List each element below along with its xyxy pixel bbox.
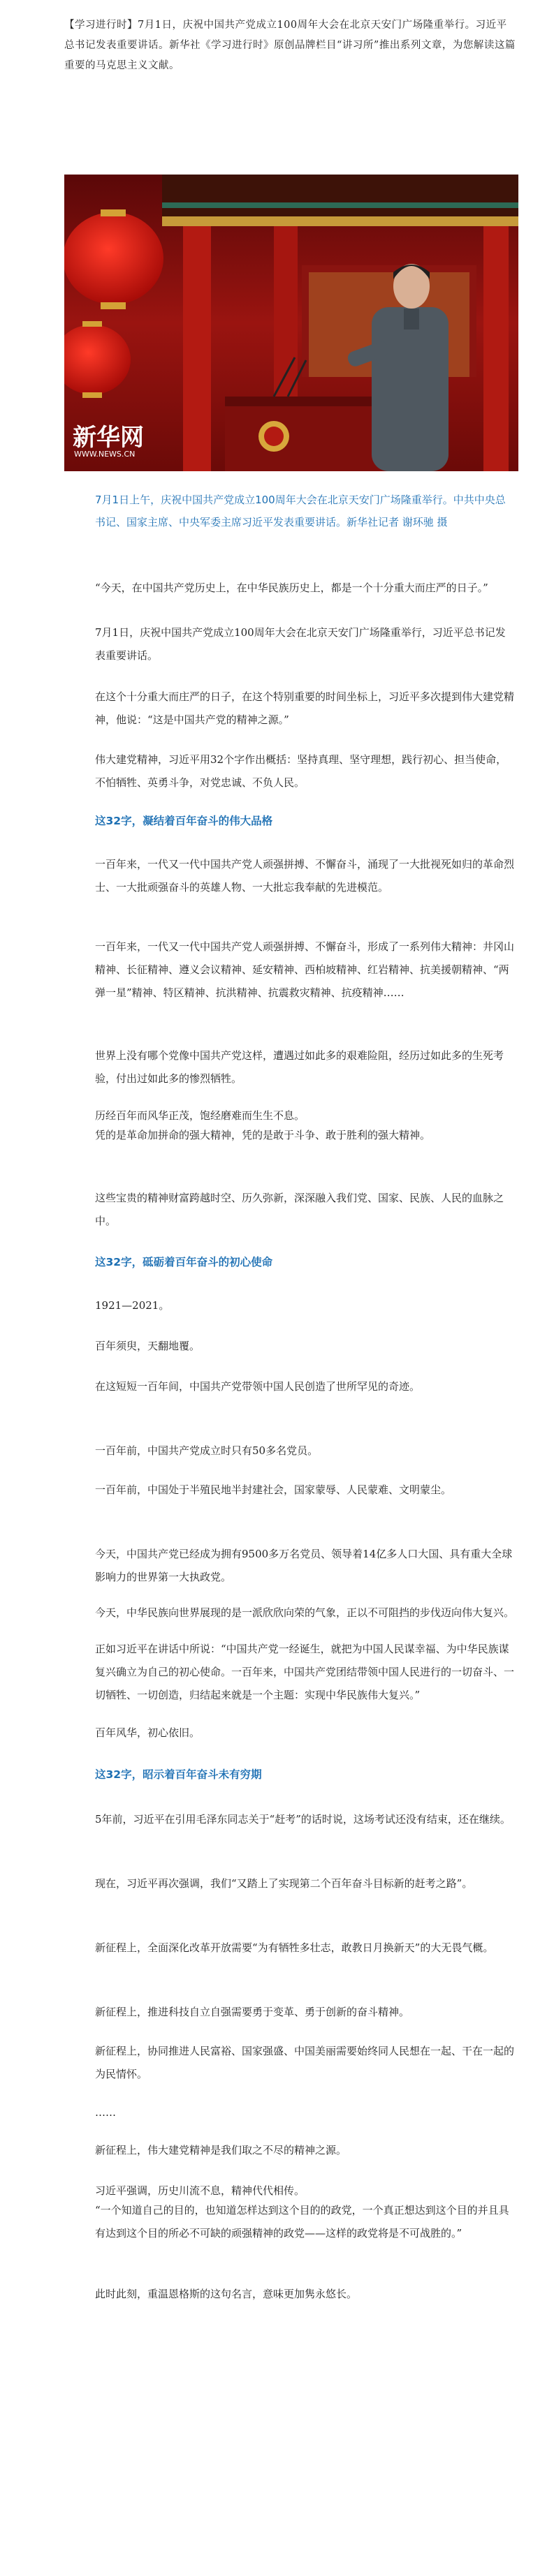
paragraph: 今天，中华民族向世界展现的是一派欣欣向荣的气象，正以不可阻挡的步伐迈向伟大复兴。 (95, 1606, 515, 1619)
speech-scene-illustration (64, 175, 518, 471)
article-intro: 【学习进行时】7月1日，庆祝中国共产党成立100周年大会在北京天安门广场隆重举行。习近平总书记发表重要讲话。新华社《学习进行时》原创品牌栏目“讲习所”推出系列文章，为您解读这篇重要的马克思主义文献。 (64, 20, 516, 71)
paragraph: 正如习近平在讲话中所说：“中国共产党一经诞生，就把为中国人民谋幸福、为中华民族谋复兴确立为自己的初心使命。一百年来，中国共产党团结带领中国人民进行的一切奋斗、一切牺牲、一切创造，归结起来就是一个主题：实现中华民族伟大复兴。” (95, 1643, 515, 1701)
paragraph: 一百年来，一代又一代中国共产党人顽强拼搏、不懈奋斗，涌现了一大批视死如归的革命烈士、一大批顽强奋斗的英雄人物、一大批忘我奉献的先进模范。 (95, 858, 515, 894)
paragraph: 新征程上，伟大建党精神是我们取之不尽的精神之源。 (95, 2144, 347, 2156)
paragraph: …… (95, 2106, 116, 2119)
paragraph: 习近平强调，历史川流不息，精神代代相传。 (95, 2184, 305, 2197)
xinhua-watermark: 新华网 (73, 424, 144, 452)
paragraph: 凭的是革命加拼命的强大精神，凭的是敢于斗争、敢于胜利的强大精神。 (95, 1129, 431, 1141)
paragraph: 5年前，习近平在引用毛泽东同志关于“赶考”的话时说，这场考试还没有结束，还在继续。 (95, 1813, 511, 1826)
paragraph: 新征程上，推进科技自立自强需要勇于变革、勇于创新的奋斗精神。 (95, 2006, 410, 2018)
xinhua-watermark-url: WWW.NEWS.CN (74, 450, 136, 459)
paragraph: 新征程上，协同推进人民富裕、国家强盛、中国美丽需要始终同人民想在一起、干在一起的为民情怀。 (95, 2045, 515, 2080)
paragraph: “今天，在中国共产党历史上，在中华民族历史上，都是一个十分重大而庄严的日子。” (95, 582, 488, 594)
paragraph: 在这短短一百年间，中国共产党带领中国人民创造了世所罕见的奇迹。 (95, 1380, 421, 1393)
paragraph: 现在，习近平再次强调，我们“又踏上了实现第二个百年奋斗目标新的赶考之路”。 (95, 1877, 473, 1890)
paragraph: 今天，中国共产党已经成为拥有9500多万名党员、领导着14亿多人口大国、具有重大全球影响力的世界第一大执政党。 (95, 1548, 513, 1583)
paragraph: 一百年前，中国共产党成立时只有50多名党员。 (95, 1444, 319, 1457)
paragraph: 7月1日，庆祝中国共产党成立100周年大会在北京天安门广场隆重举行，习近平总书记发表重要讲话。 (95, 626, 506, 662)
news-photo (64, 175, 518, 471)
paragraph: 新征程上，全面深化改革开放需要“为有牺牲多壮志，敢教日月换新天”的大无畏气概。 (95, 1941, 494, 1954)
paragraph: “一个知道自己的目的，也知道怎样达到这个目的的政党，一个真正想达到这个目的并且具有达到这个目的所必不可缺的顽强精神的政党——这样的政党将是不可战胜的。” (95, 2204, 509, 2240)
paragraph: 百年风华，初心依旧。 (95, 1726, 201, 1739)
paragraph: 百年须臾，天翻地覆。 (95, 1340, 201, 1352)
paragraph: 一百年前，中国处于半殖民地半封建社会，国家蒙辱、人民蒙难、文明蒙尘。 (95, 1483, 452, 1496)
paragraph: 此时此刻，重温恩格斯的这句名言，意味更加隽永悠长。 (95, 2288, 358, 2300)
section-heading: 这32字，昭示着百年奋斗未有穷期 (95, 1768, 262, 1781)
paragraph: 伟大建党精神，习近平用32个字作出概括：坚持真理、坚守理想，践行初心、担当使命，不怕牺牲、英勇斗争，对党忠诚、不负人民。 (95, 753, 507, 789)
paragraph: 一百年来，一代又一代中国共产党人顽强拼搏、不懈奋斗，形成了一系列伟大精神：井冈山精神、长征精神、遵义会议精神、延安精神、西柏坡精神、红岩精神、抗美援朝精神、“两弹一星”精神、特区精神、抗洪精神、抗震救灾精神、抗疫精神…… (95, 940, 515, 999)
photo-caption: 7月1日上午，庆祝中国共产党成立100周年大会在北京天安门广场隆重举行。中共中央总书记、国家主席、中央军委主席习近平发表重要讲话。新华社记者 谢环驰 摄 (95, 494, 506, 528)
section-heading: 这32字，砥砺着百年奋斗的初心使命 (95, 1256, 273, 1268)
paragraph: 世界上没有哪个党像中国共产党这样，遭遇过如此多的艰难险阻，经历过如此多的生死考验，付出过如此多的惨烈牺牲。 (95, 1049, 504, 1085)
paragraph: 1921—2021。 (95, 1299, 170, 1312)
paragraph: 这些宝贵的精神财富跨越时空、历久弥新，深深融入我们党、国家、民族、人民的血脉之中。 (95, 1192, 504, 1227)
paragraph: 历经百年而风华正茂，饱经磨难而生生不息。 (95, 1109, 305, 1122)
section-heading: 这32字，凝结着百年奋斗的伟大品格 (95, 815, 273, 827)
paragraph: 在这个十分重大而庄严的日子，在这个特别重要的时间坐标上，习近平多次提到伟大建党精神，他说：“这是中国共产党的精神之源。” (95, 690, 515, 726)
